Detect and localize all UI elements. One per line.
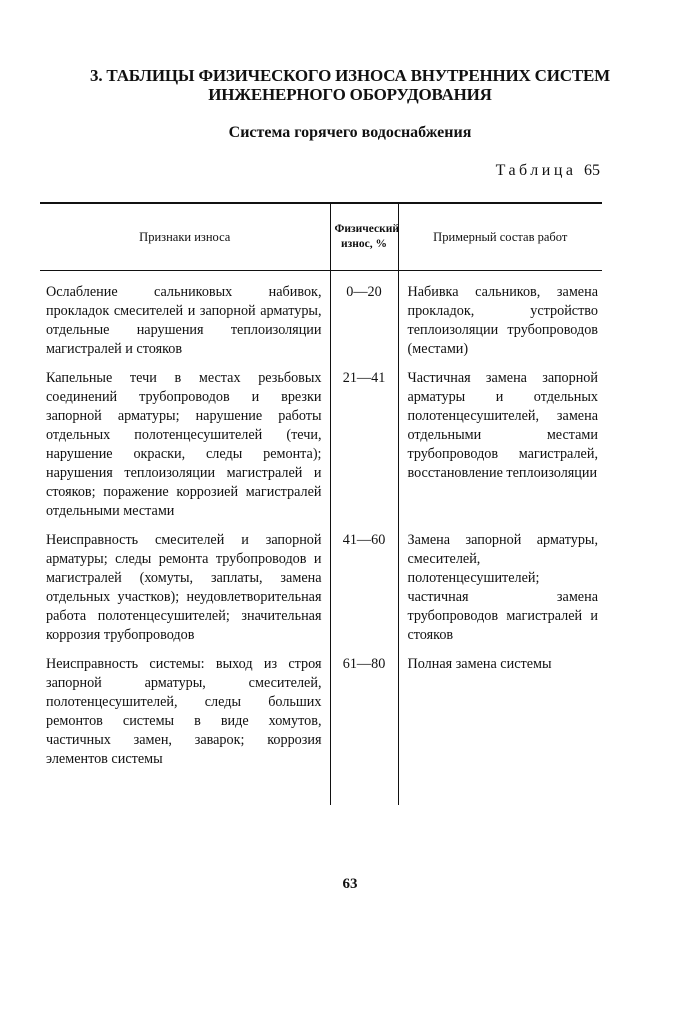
row-work: Набивка сальников, замена прокладок, устройство теплоизоляции трубопроводов (местами): [398, 271, 602, 370]
header-work: Примерный состав работ: [398, 203, 602, 271]
row-work: Замена запорной арматуры, смесителей, полотенцесушителей; частичная замена трубопроводов магистралей и стояков: [398, 531, 602, 655]
row-wear: 41—60: [330, 531, 398, 655]
header-physical-wear: Физический износ, %: [330, 203, 398, 271]
row-signs: Ослабление сальниковых набивок, прокладок смесителей и запорной арматуры, отдельные нарушения теплоизоляции магистралей и стояков: [46, 284, 322, 357]
row-wear: 0—20: [330, 271, 398, 370]
section-title: 3. ТАБЛИЦЫ ФИЗИЧЕСКОГО ИЗНОСА ВНУТРЕННИХ СИСТЕМ ИНЖЕНЕРНОГО ОБОРУДОВАНИЯ: [90, 66, 610, 104]
table-row: [40, 369, 602, 531]
table-row: [40, 271, 602, 370]
table-label-word: Таблица: [495, 162, 577, 179]
table-subtitle: Система горячего водоснабжения: [228, 124, 472, 141]
wear-table: [40, 202, 602, 805]
table-row: [40, 655, 602, 805]
wear-table-container: [40, 202, 602, 805]
table-header-row: [40, 203, 602, 271]
header-signs: Признаки износа: [40, 203, 330, 271]
row-work: Частичная замена запорной арматуры и отдельных полотенцесушителей, замена отдельными местами трубопроводов магистралей, восстановление теплоизоляции: [398, 369, 602, 531]
row-wear: 61—80: [330, 655, 398, 805]
row-signs: Неисправность системы: выход из строя запорной арматуры, смесителей, полотенцесушителей, следы больших ремонтов системы в виде хомутов, частичных замен, заварок; коррозия элементов системы: [46, 656, 322, 767]
row-signs: Неисправность смесителей и запорной арматуры; следы ремонта трубопроводов и магистралей (хомуты, заплаты, замена отдельных участков); неудовлетворительная работа полотенцесушителей; значительная коррозия трубопроводов: [46, 532, 322, 643]
table-row: [40, 531, 602, 655]
table-label: [496, 162, 600, 180]
page-number: 63: [342, 876, 358, 892]
row-wear: 21—41: [330, 369, 398, 531]
row-work: Полная замена системы: [398, 655, 602, 805]
table-label-number: 65: [584, 162, 600, 179]
row-signs: Капельные течи в местах резьбовых соединений трубопроводов и врезки запорной арматуры; нарушение работы отдельных полотенцесушителей (течи, нарушение окраски, следы ремонта); нарушения теплоизоляции магистралей и стояков; поражение коррозией магистралей отдельными местами: [46, 370, 322, 519]
